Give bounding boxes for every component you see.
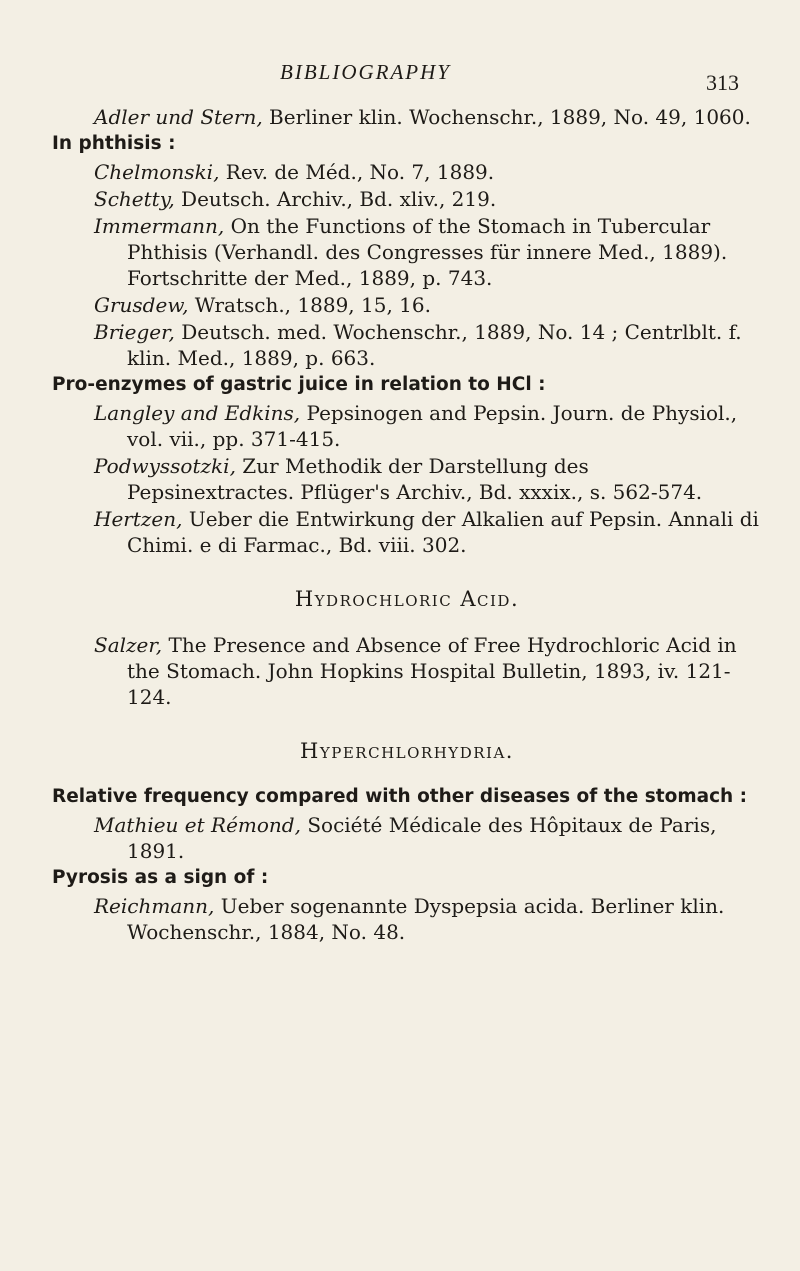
bibliography-entry [52,292,762,318]
bibliography-entry [52,893,762,945]
bibliography-entry [52,159,762,185]
topic-heading: Relative frequency compared with other diseases of the stomach : [52,786,748,807]
entry-author: Chelmonski, [94,160,220,184]
entry-text: Berliner klin. Wochenschr., 1889, No. 49, 1060. [262,105,751,129]
entry-text: Ueber die Entwirkung der Alkalien auf Pepsin. Annali di Chimi. e di Farmac., Bd. viii. 302. [127,507,759,557]
entry-text: Pepsinogen and Pepsin. Journ. de Physiol., vol. vii., pp. 371-415. [127,401,738,451]
entry-author: Adler und Stern, [94,105,263,129]
bibliography-entry [52,104,762,130]
bibliography-entry [52,186,762,212]
entry-text: Rev. de Méd., No. 7, 1889. [219,160,495,184]
bibliography-entry [52,400,762,452]
topic-heading: In phthisis : [52,133,176,154]
section-title: Hydrochloric Acid. [294,587,520,611]
entry-text: Deutsch. med. Wochenschr., 1889, No. 14 ; Centrlblt. f. klin. Med., 1889, p. 663. [127,320,742,370]
entry-author: Immermann, [94,214,225,238]
entry-author: Hertzen, [94,507,183,531]
bibliography-entry [52,453,762,505]
entry-text: The Presence and Absence of Free Hydrochloric Acid in the Stomach. John Hopkins Hospital Bulletin, 1893, iv. 121-124. [127,633,737,709]
entry-author: Reichmann, [94,894,215,918]
entry-text: Zur Methodik der Darstellung des Pepsinextractes. Pflüger's Archiv., Bd. xxxix., s. 562-574. [127,454,703,504]
entry-author: Brieger, [94,320,175,344]
entry-author: Salzer, [94,633,163,657]
bibliography-entry [52,213,762,291]
entry-author: Langley and Edkins, [94,401,301,425]
section-title: Hyperchlorhydria. [300,739,514,763]
entry-author: Mathieu et Rémond, [94,813,301,837]
page-number: 313 [706,70,739,95]
entry-text: Société Médicale des Hôpitaux de Paris, 1891. [127,813,717,863]
topic-heading: Pyrosis as a sign of : [52,867,269,888]
bibliography-entry [52,632,762,710]
entry-author: Podwyssotzki, [94,454,236,478]
entry-text: Wratsch., 1889, 15, 16. [188,293,431,317]
entry-text: Ueber sogenannte Dyspepsia acida. Berliner klin. Wochenschr., 1884, No. 48. [127,894,725,944]
entry-text: Deutsch. Archiv., Bd. xliv., 219. [174,187,497,211]
entry-text: On the Functions of the Stomach in Tubercular Phthisis (Verhandl. des Congresses für innere Med., 1889). Fortschritte der Med., 1889, p. 743. [127,214,728,290]
entry-author: Grusdew, [94,293,189,317]
topic-heading: Pro-enzymes of gastric juice in relation to HCl : [52,374,546,395]
running-head: BIBLIOGRAPHY [280,60,451,84]
bibliography-entry [52,319,762,371]
bibliography-entry [52,506,762,558]
bibliography-list [52,104,762,946]
bibliography-entry [52,812,762,864]
entry-author: Schetty, [94,187,175,211]
